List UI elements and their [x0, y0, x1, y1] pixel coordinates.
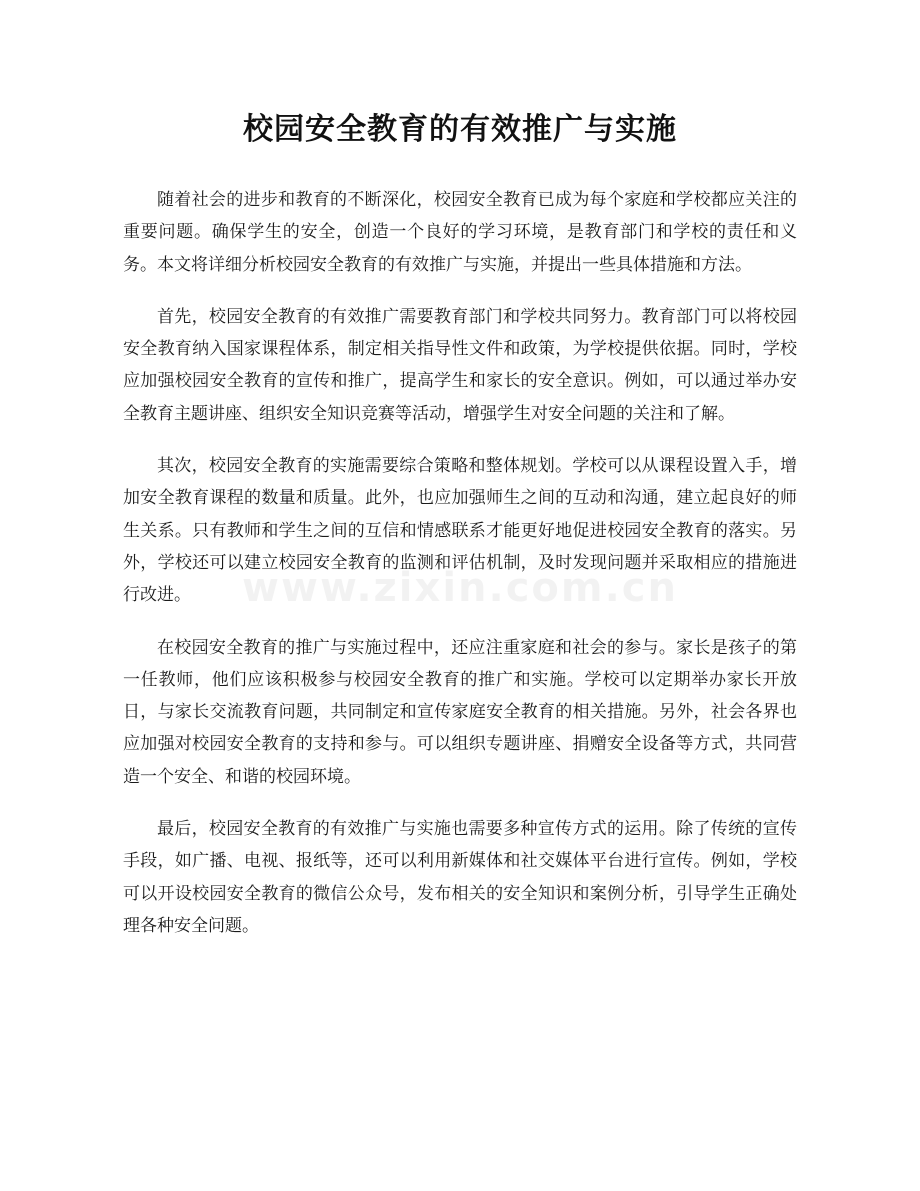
paragraph-1: 随着社会的进步和教育的不断深化，校园安全教育已成为每个家庭和学校都应关注的重要问题。确保学生的安全，创造一个良好的学习环境，是教育部门和学校的责任和义务。本文将详细分析校园安全教育的有效推广与实施，并提出一些具体措施和方法。 — [123, 190, 797, 275]
paragraph-3: 其次，校园安全教育的实施需要综合策略和整体规划。学校可以从课程设置入手，增加安全教育课程的数量和质量。此外，也应加强师生之间的互动和沟通，建立起良好的师生关系。只有教师和学生之间的互信和情感联系才能更好地促进校园安全教育的落实。另外，学校还可以建立校园安全教育的监测和评估机制，及时发现问题并采取相应的措施进行改进。 — [123, 456, 797, 606]
paragraph-5: 最后，校园安全教育的有效推广与实施也需要多种宣传方式的运用。除了传统的宣传手段，如广播、电视、报纸等，还可以利用新媒体和社交媒体平台进行宣传。例如，学校可以开设校园安全教育的微信公众号，发布相关的安全知识和案例分析，引导学生正确处理各种安全问题。 — [123, 819, 797, 936]
paragraph-4: 在校园安全教育的推广与实施过程中，还应注重家庭和社会的参与。家长是孩子的第一任教师，他们应该积极参与校园安全教育的推广和实施。学校可以定期举办家长开放日，与家长交流教育问题，共同制定和宣传家庭安全教育的相关措施。另外，社会各界也应加强对校园安全教育的支持和参与。可以组织专题讲座、捐赠安全设备等方式，共同营造一个安全、和谐的校园环境。 — [123, 637, 797, 787]
watermark: www.zixin.com.cn — [242, 565, 678, 611]
paragraph-2: 首先，校园安全教育的有效推广需要教育部门和学校共同努力。教育部门可以将校园安全教育纳入国家课程体系，制定相关指导性文件和政策，为学校提供依据。同时，学校应加强校园安全教育的宣传和推广，提高学生和家长的安全意识。例如，可以通过举办安全教育主题讲座、组织安全知识竞赛等活动，增强学生对安全问题的关注和了解。 — [123, 306, 797, 424]
document-title: 校园安全教育的有效推广与实施 — [243, 112, 677, 147]
document-body — [123, 184, 797, 962]
